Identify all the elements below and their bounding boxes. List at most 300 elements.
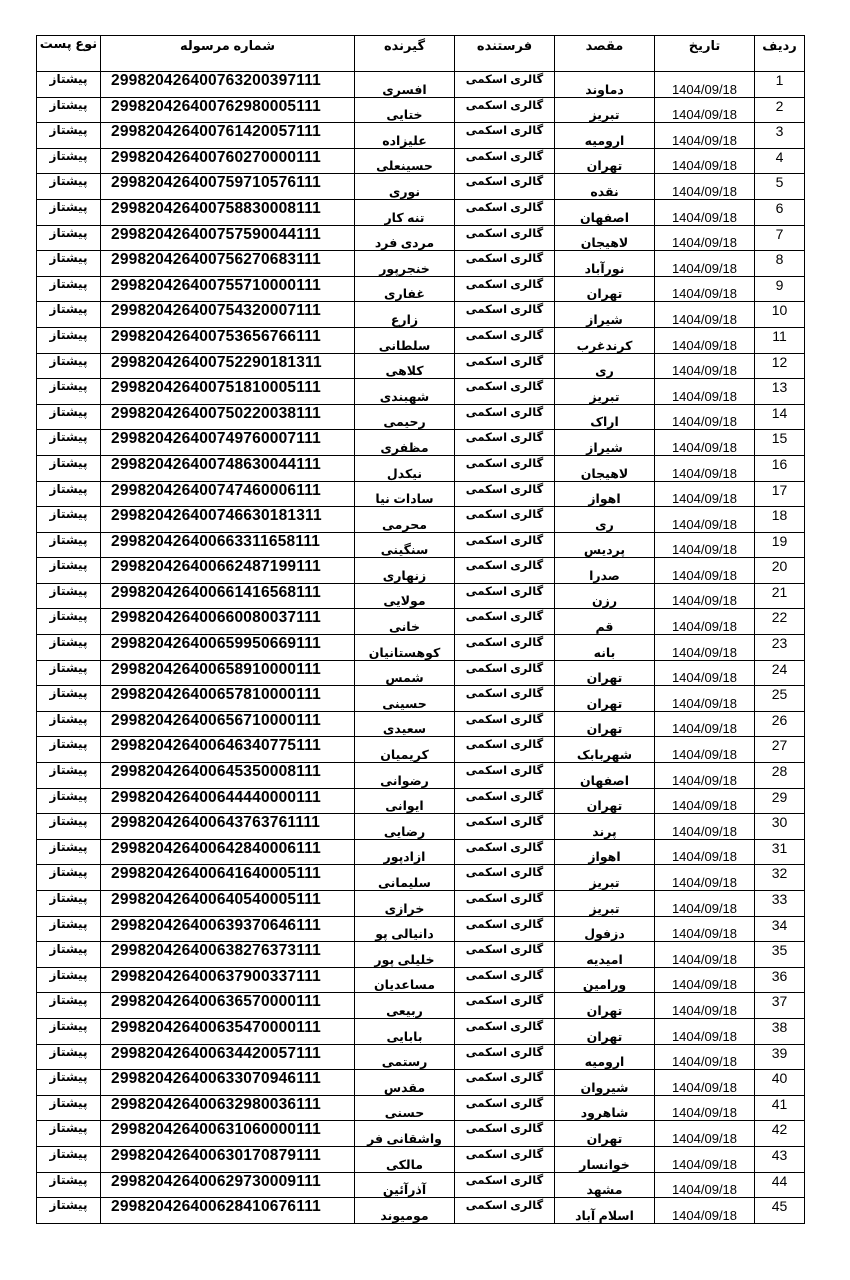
tracking-number-cell: 299820426400632980036111: [101, 1095, 355, 1121]
tracking-number-cell: 299820426400762980005111: [101, 97, 355, 123]
post-type-cell: پیشتاز: [37, 481, 101, 507]
tracking-number-cell: 299820426400633070946111: [101, 1070, 355, 1096]
date-cell: 1404/09/18: [655, 225, 755, 251]
tracking-number-cell: 299820426400748630044111: [101, 455, 355, 481]
row-number-cell: 10: [755, 302, 805, 328]
table-row: [37, 916, 805, 942]
table-row: [37, 1198, 805, 1224]
post-type-cell: پیشتاز: [37, 1121, 101, 1147]
destination-cell: شیراز: [555, 302, 655, 328]
post-type-cell: پیشتاز: [37, 327, 101, 353]
recipient-cell: رضوانی: [355, 763, 455, 789]
sender-cell: گالری اسکمی: [455, 763, 555, 789]
recipient-cell: کوهستانیان: [355, 635, 455, 661]
recipient-cell: مردی فرد: [355, 225, 455, 251]
sender-cell: گالری اسکمی: [455, 1070, 555, 1096]
destination-cell: اهواز: [555, 481, 655, 507]
row-number-cell: 9: [755, 276, 805, 302]
destination-cell: پردیس: [555, 532, 655, 558]
destination-cell: تبریز: [555, 891, 655, 917]
destination-cell: شیراز: [555, 430, 655, 456]
table-body: [37, 72, 805, 1224]
post-type-cell: پیشتاز: [37, 916, 101, 942]
date-cell: 1404/09/18: [655, 276, 755, 302]
table-row: [37, 251, 805, 277]
header-row: [37, 36, 805, 72]
header-row-number: ردیف: [755, 36, 805, 72]
row-number-cell: 17: [755, 481, 805, 507]
destination-cell: تهران: [555, 1018, 655, 1044]
table-row: [37, 507, 805, 533]
header-recipient: گیرنده: [355, 36, 455, 72]
recipient-cell: نیکدل: [355, 455, 455, 481]
row-number-cell: 24: [755, 660, 805, 686]
post-type-cell: پیشتاز: [37, 558, 101, 584]
table-row: [37, 148, 805, 174]
sender-cell: گالری اسکمی: [455, 353, 555, 379]
date-cell: 1404/09/18: [655, 609, 755, 635]
date-cell: 1404/09/18: [655, 507, 755, 533]
recipient-cell: مومیوند: [355, 1198, 455, 1224]
destination-cell: نورآباد: [555, 251, 655, 277]
sender-cell: گالری اسکمی: [455, 814, 555, 840]
post-type-cell: پیشتاز: [37, 967, 101, 993]
table-row: [37, 891, 805, 917]
recipient-cell: تنه کار: [355, 199, 455, 225]
date-cell: 1404/09/18: [655, 481, 755, 507]
recipient-cell: سنگینی: [355, 532, 455, 558]
destination-cell: تهران: [555, 993, 655, 1019]
table-row: [37, 1146, 805, 1172]
row-number-cell: 31: [755, 839, 805, 865]
recipient-cell: خرازی: [355, 891, 455, 917]
tracking-number-cell: 299820426400756270683111: [101, 251, 355, 277]
date-cell: 1404/09/18: [655, 583, 755, 609]
tracking-number-cell: 299820426400758830008111: [101, 199, 355, 225]
destination-cell: نقده: [555, 174, 655, 200]
date-cell: 1404/09/18: [655, 1070, 755, 1096]
post-type-cell: پیشتاز: [37, 583, 101, 609]
destination-cell: تبریز: [555, 97, 655, 123]
post-type-cell: پیشتاز: [37, 711, 101, 737]
post-type-cell: پیشتاز: [37, 123, 101, 149]
recipient-cell: حسنی: [355, 1095, 455, 1121]
table-row: [37, 686, 805, 712]
recipient-cell: مقدس: [355, 1070, 455, 1096]
date-cell: 1404/09/18: [655, 72, 755, 98]
recipient-cell: سلیمانی: [355, 865, 455, 891]
sender-cell: گالری اسکمی: [455, 251, 555, 277]
table-row: [37, 302, 805, 328]
destination-cell: مشهد: [555, 1172, 655, 1198]
post-type-cell: پیشتاز: [37, 276, 101, 302]
recipient-cell: مالکی: [355, 1146, 455, 1172]
post-type-cell: پیشتاز: [37, 72, 101, 98]
row-number-cell: 44: [755, 1172, 805, 1198]
sender-cell: گالری اسکمی: [455, 430, 555, 456]
recipient-cell: ازادپور: [355, 839, 455, 865]
row-number-cell: 3: [755, 123, 805, 149]
sender-cell: گالری اسکمی: [455, 1095, 555, 1121]
table-row: [37, 814, 805, 840]
destination-cell: اهواز: [555, 839, 655, 865]
date-cell: 1404/09/18: [655, 353, 755, 379]
tracking-number-cell: 299820426400759710576111: [101, 174, 355, 200]
destination-cell: تهران: [555, 788, 655, 814]
date-cell: 1404/09/18: [655, 942, 755, 968]
row-number-cell: 5: [755, 174, 805, 200]
table-row: [37, 1121, 805, 1147]
sender-cell: گالری اسکمی: [455, 839, 555, 865]
row-number-cell: 4: [755, 148, 805, 174]
destination-cell: تهران: [555, 711, 655, 737]
row-number-cell: 13: [755, 379, 805, 405]
tracking-number-cell: 299820426400747460006111: [101, 481, 355, 507]
tracking-number-cell: 299820426400639370646111: [101, 916, 355, 942]
recipient-cell: خنجرپور: [355, 251, 455, 277]
date-cell: 1404/09/18: [655, 174, 755, 200]
post-type-cell: پیشتاز: [37, 1172, 101, 1198]
sender-cell: گالری اسکمی: [455, 532, 555, 558]
table-row: [37, 737, 805, 763]
sender-cell: گالری اسکمی: [455, 967, 555, 993]
post-type-cell: پیشتاز: [37, 353, 101, 379]
post-type-cell: پیشتاز: [37, 814, 101, 840]
recipient-cell: زنهاری: [355, 558, 455, 584]
tracking-number-cell: 299820426400753656766111: [101, 327, 355, 353]
table-row: [37, 865, 805, 891]
destination-cell: لاهیجان: [555, 225, 655, 251]
tracking-number-cell: 299820426400643763761111: [101, 814, 355, 840]
destination-cell: ری: [555, 353, 655, 379]
row-number-cell: 32: [755, 865, 805, 891]
row-number-cell: 45: [755, 1198, 805, 1224]
sender-cell: گالری اسکمی: [455, 1018, 555, 1044]
tracking-number-cell: 299820426400630170879111: [101, 1146, 355, 1172]
sender-cell: گالری اسکمی: [455, 1172, 555, 1198]
post-type-cell: پیشتاز: [37, 865, 101, 891]
recipient-cell: حسینعلی: [355, 148, 455, 174]
row-number-cell: 26: [755, 711, 805, 737]
sender-cell: گالری اسکمی: [455, 635, 555, 661]
date-cell: 1404/09/18: [655, 1121, 755, 1147]
sender-cell: گالری اسکمی: [455, 481, 555, 507]
sender-cell: گالری اسکمی: [455, 993, 555, 1019]
destination-cell: تبریز: [555, 865, 655, 891]
post-type-cell: پیشتاز: [37, 302, 101, 328]
tracking-number-cell: 299820426400749760007111: [101, 430, 355, 456]
destination-cell: امیدیه: [555, 942, 655, 968]
table-row: [37, 455, 805, 481]
table-row: [37, 788, 805, 814]
table-row: [37, 763, 805, 789]
destination-cell: شاهرود: [555, 1095, 655, 1121]
date-cell: 1404/09/18: [655, 199, 755, 225]
recipient-cell: رضایی: [355, 814, 455, 840]
sender-cell: گالری اسکمی: [455, 711, 555, 737]
recipient-cell: مظفری: [355, 430, 455, 456]
recipient-cell: افسری: [355, 72, 455, 98]
date-cell: 1404/09/18: [655, 660, 755, 686]
tracking-number-cell: 299820426400635470000111: [101, 1018, 355, 1044]
recipient-cell: علیزاده: [355, 123, 455, 149]
date-cell: 1404/09/18: [655, 532, 755, 558]
sender-cell: گالری اسکمی: [455, 916, 555, 942]
post-type-cell: پیشتاز: [37, 737, 101, 763]
table-row: [37, 1044, 805, 1070]
tracking-number-cell: 299820426400642840006111: [101, 839, 355, 865]
post-type-cell: پیشتاز: [37, 199, 101, 225]
header-destination: مقصد: [555, 36, 655, 72]
recipient-cell: واشقانی فر: [355, 1121, 455, 1147]
date-cell: 1404/09/18: [655, 404, 755, 430]
row-number-cell: 14: [755, 404, 805, 430]
sender-cell: گالری اسکمی: [455, 1121, 555, 1147]
tracking-number-cell: 299820426400637900337111: [101, 967, 355, 993]
row-number-cell: 30: [755, 814, 805, 840]
sender-cell: گالری اسکمی: [455, 199, 555, 225]
row-number-cell: 41: [755, 1095, 805, 1121]
date-cell: 1404/09/18: [655, 379, 755, 405]
table-row: [37, 635, 805, 661]
sender-cell: گالری اسکمی: [455, 558, 555, 584]
destination-cell: تهران: [555, 276, 655, 302]
post-type-cell: پیشتاز: [37, 609, 101, 635]
tracking-number-cell: 299820426400659950669111: [101, 635, 355, 661]
row-number-cell: 6: [755, 199, 805, 225]
table-row: [37, 558, 805, 584]
tracking-number-cell: 299820426400752290181311: [101, 353, 355, 379]
table-row: [37, 532, 805, 558]
sender-cell: گالری اسکمی: [455, 1044, 555, 1070]
row-number-cell: 22: [755, 609, 805, 635]
tracking-number-cell: 299820426400656710000111: [101, 711, 355, 737]
sender-cell: گالری اسکمی: [455, 97, 555, 123]
row-number-cell: 33: [755, 891, 805, 917]
header-date: تاریخ: [655, 36, 755, 72]
destination-cell: اصفهان: [555, 199, 655, 225]
recipient-cell: آذرآئین: [355, 1172, 455, 1198]
tracking-number-cell: 299820426400631060000111: [101, 1121, 355, 1147]
row-number-cell: 12: [755, 353, 805, 379]
row-number-cell: 42: [755, 1121, 805, 1147]
row-number-cell: 2: [755, 97, 805, 123]
table-row: [37, 199, 805, 225]
recipient-cell: شهبندی: [355, 379, 455, 405]
post-type-cell: پیشتاز: [37, 455, 101, 481]
date-cell: 1404/09/18: [655, 455, 755, 481]
post-type-cell: پیشتاز: [37, 174, 101, 200]
date-cell: 1404/09/18: [655, 97, 755, 123]
tracking-number-cell: 299820426400757590044111: [101, 225, 355, 251]
row-number-cell: 43: [755, 1146, 805, 1172]
date-cell: 1404/09/18: [655, 251, 755, 277]
post-type-cell: پیشتاز: [37, 942, 101, 968]
tracking-number-cell: 299820426400661416568111: [101, 583, 355, 609]
post-type-cell: پیشتاز: [37, 532, 101, 558]
destination-cell: ری: [555, 507, 655, 533]
table-row: [37, 1172, 805, 1198]
date-cell: 1404/09/18: [655, 327, 755, 353]
sender-cell: گالری اسکمی: [455, 225, 555, 251]
table-row: [37, 430, 805, 456]
tracking-number-cell: 299820426400755710000111: [101, 276, 355, 302]
table-row: [37, 174, 805, 200]
row-number-cell: 37: [755, 993, 805, 1019]
row-number-cell: 16: [755, 455, 805, 481]
recipient-cell: مولایی: [355, 583, 455, 609]
row-number-cell: 27: [755, 737, 805, 763]
row-number-cell: 36: [755, 967, 805, 993]
post-type-cell: پیشتاز: [37, 635, 101, 661]
sender-cell: گالری اسکمی: [455, 583, 555, 609]
recipient-cell: سلطانی: [355, 327, 455, 353]
sender-cell: گالری اسکمی: [455, 302, 555, 328]
sender-cell: گالری اسکمی: [455, 148, 555, 174]
date-cell: 1404/09/18: [655, 123, 755, 149]
date-cell: 1404/09/18: [655, 711, 755, 737]
tracking-number-cell: 299820426400761420057111: [101, 123, 355, 149]
sender-cell: گالری اسکمی: [455, 507, 555, 533]
tracking-number-cell: 299820426400638276373111: [101, 942, 355, 968]
recipient-cell: ربیعی: [355, 993, 455, 1019]
row-number-cell: 8: [755, 251, 805, 277]
sender-cell: گالری اسکمی: [455, 327, 555, 353]
table-row: [37, 404, 805, 430]
tracking-number-cell: 299820426400629730009111: [101, 1172, 355, 1198]
post-type-cell: پیشتاز: [37, 251, 101, 277]
table-row: [37, 660, 805, 686]
recipient-cell: دانیالی پو: [355, 916, 455, 942]
date-cell: 1404/09/18: [655, 839, 755, 865]
tracking-number-cell: 299820426400658910000111: [101, 660, 355, 686]
destination-cell: صدرا: [555, 558, 655, 584]
post-type-cell: پیشتاز: [37, 225, 101, 251]
tracking-number-cell: 299820426400641640005111: [101, 865, 355, 891]
post-type-cell: پیشتاز: [37, 891, 101, 917]
post-type-cell: پیشتاز: [37, 788, 101, 814]
recipient-cell: نوری: [355, 174, 455, 200]
row-number-cell: 21: [755, 583, 805, 609]
destination-cell: خوانسار: [555, 1146, 655, 1172]
sender-cell: گالری اسکمی: [455, 123, 555, 149]
row-number-cell: 34: [755, 916, 805, 942]
destination-cell: پرند: [555, 814, 655, 840]
post-type-cell: پیشتاز: [37, 1070, 101, 1096]
date-cell: 1404/09/18: [655, 916, 755, 942]
row-number-cell: 18: [755, 507, 805, 533]
table-row: [37, 123, 805, 149]
post-type-cell: پیشتاز: [37, 148, 101, 174]
table-row: [37, 1018, 805, 1044]
table-row: [37, 72, 805, 98]
header-sender: فرستنده: [455, 36, 555, 72]
table-row: [37, 609, 805, 635]
date-cell: 1404/09/18: [655, 737, 755, 763]
sender-cell: گالری اسکمی: [455, 891, 555, 917]
post-type-cell: پیشتاز: [37, 1198, 101, 1224]
tracking-number-cell: 299820426400636570000111: [101, 993, 355, 1019]
post-type-cell: پیشتاز: [37, 379, 101, 405]
date-cell: 1404/09/18: [655, 1172, 755, 1198]
row-number-cell: 7: [755, 225, 805, 251]
table-row: [37, 327, 805, 353]
date-cell: 1404/09/18: [655, 635, 755, 661]
destination-cell: شیروان: [555, 1070, 655, 1096]
post-type-cell: پیشتاز: [37, 97, 101, 123]
date-cell: 1404/09/18: [655, 814, 755, 840]
recipient-cell: شمس: [355, 660, 455, 686]
recipient-cell: مساعدیان: [355, 967, 455, 993]
recipient-cell: ایوانی: [355, 788, 455, 814]
tracking-number-cell: 299820426400754320007111: [101, 302, 355, 328]
date-cell: 1404/09/18: [655, 891, 755, 917]
tracking-number-cell: 299820426400644440000111: [101, 788, 355, 814]
table-row: [37, 481, 805, 507]
shipments-table: [36, 35, 805, 1224]
sender-cell: گالری اسکمی: [455, 788, 555, 814]
destination-cell: دماوند: [555, 72, 655, 98]
recipient-cell: سادات نیا: [355, 481, 455, 507]
sender-cell: گالری اسکمی: [455, 737, 555, 763]
tracking-number-cell: 299820426400657810000111: [101, 686, 355, 712]
recipient-cell: محرمی: [355, 507, 455, 533]
tracking-number-cell: 299820426400663311658111: [101, 532, 355, 558]
tracking-number-cell: 299820426400645350008111: [101, 763, 355, 789]
row-number-cell: 28: [755, 763, 805, 789]
post-type-cell: پیشتاز: [37, 686, 101, 712]
sender-cell: گالری اسکمی: [455, 686, 555, 712]
destination-cell: ارومیه: [555, 1044, 655, 1070]
row-number-cell: 11: [755, 327, 805, 353]
post-type-cell: پیشتاز: [37, 1044, 101, 1070]
sender-cell: گالری اسکمی: [455, 276, 555, 302]
destination-cell: اسلام آباد: [555, 1198, 655, 1224]
date-cell: 1404/09/18: [655, 1044, 755, 1070]
destination-cell: اراک: [555, 404, 655, 430]
sender-cell: گالری اسکمی: [455, 379, 555, 405]
tracking-number-cell: 299820426400646340775111: [101, 737, 355, 763]
post-type-cell: پیشتاز: [37, 430, 101, 456]
table-row: [37, 353, 805, 379]
post-type-cell: پیشتاز: [37, 1095, 101, 1121]
date-cell: 1404/09/18: [655, 993, 755, 1019]
destination-cell: تهران: [555, 148, 655, 174]
table-row: [37, 583, 805, 609]
header-tracking-number: شماره مرسوله: [101, 36, 355, 72]
date-cell: 1404/09/18: [655, 1198, 755, 1224]
sender-cell: گالری اسکمی: [455, 404, 555, 430]
post-type-cell: پیشتاز: [37, 1018, 101, 1044]
tracking-number-cell: 299820426400660080037111: [101, 609, 355, 635]
row-number-cell: 20: [755, 558, 805, 584]
recipient-cell: خانی: [355, 609, 455, 635]
date-cell: 1404/09/18: [655, 788, 755, 814]
table-row: [37, 379, 805, 405]
date-cell: 1404/09/18: [655, 1018, 755, 1044]
destination-cell: شهربابک: [555, 737, 655, 763]
sender-cell: گالری اسکمی: [455, 174, 555, 200]
date-cell: 1404/09/18: [655, 148, 755, 174]
table-row: [37, 276, 805, 302]
sender-cell: گالری اسکمی: [455, 1146, 555, 1172]
row-number-cell: 38: [755, 1018, 805, 1044]
destination-cell: رزن: [555, 583, 655, 609]
post-type-cell: پیشتاز: [37, 404, 101, 430]
row-number-cell: 40: [755, 1070, 805, 1096]
destination-cell: قم: [555, 609, 655, 635]
post-type-cell: پیشتاز: [37, 507, 101, 533]
